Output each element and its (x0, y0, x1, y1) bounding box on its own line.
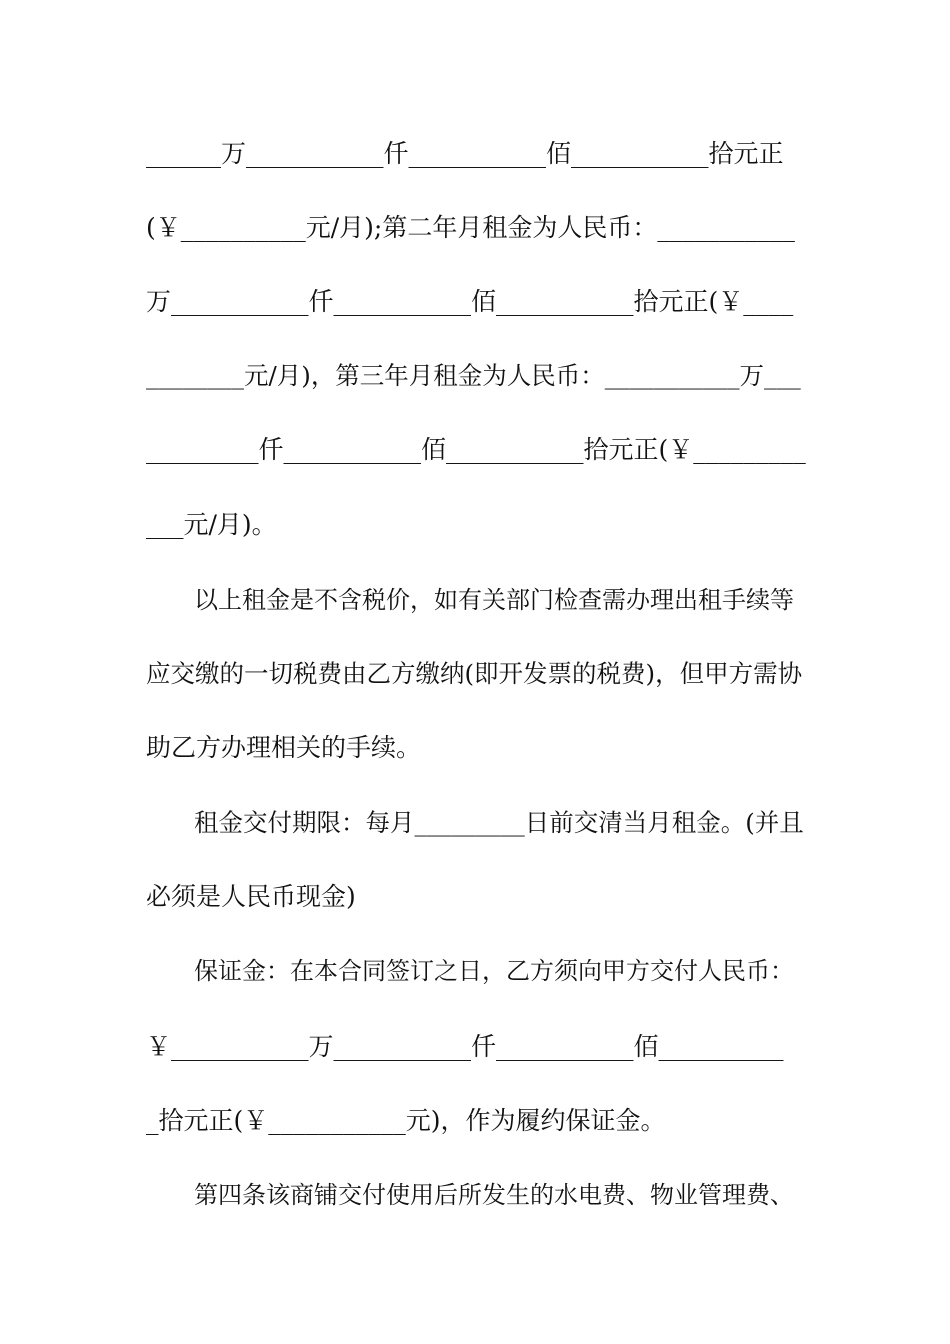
text-line: _________仟___________佰___________拾元正(￥_________ (146, 435, 806, 464)
text-line: (￥__________元/月);第二年月租金为人民币：___________ (146, 213, 795, 242)
text-line: ________元/月)，第三年月租金为人民币：___________万___ (146, 361, 801, 390)
text-line: 万___________仟___________佰___________拾元正(￥____ (146, 287, 794, 316)
text-line: _拾元正(￥___________元)，作为履约保证金。 (146, 1106, 666, 1135)
text-line: ______万___________仟___________佰___________拾元正 (146, 139, 784, 168)
text-line: ￥___________万___________仟___________佰__________ (146, 1032, 784, 1061)
text-line: 应交缴的一切税费由乙方缴纳(即开发票的税费)，但甲方需协 (146, 659, 803, 688)
paragraph-payment-term-line: 租金交付期限：每月_________日前交清当月租金。(并且 (194, 808, 804, 837)
paragraph-article-four-line: 第四条该商铺交付使用后所发生的水电费、物业管理费、 (194, 1181, 794, 1209)
text-line: ___元/月)。 (146, 510, 277, 539)
paragraph-deposit-line: 保证金：在本合同签订之日，乙方须向甲方交付人民币： (194, 957, 794, 985)
text-line: 必须是人民币现金) (146, 882, 356, 911)
text-line: 助乙方办理相关的手续。 (146, 733, 422, 762)
paragraph-tax-line: 以上租金是不含税价，如有关部门检查需办理出租手续等 (194, 586, 794, 614)
